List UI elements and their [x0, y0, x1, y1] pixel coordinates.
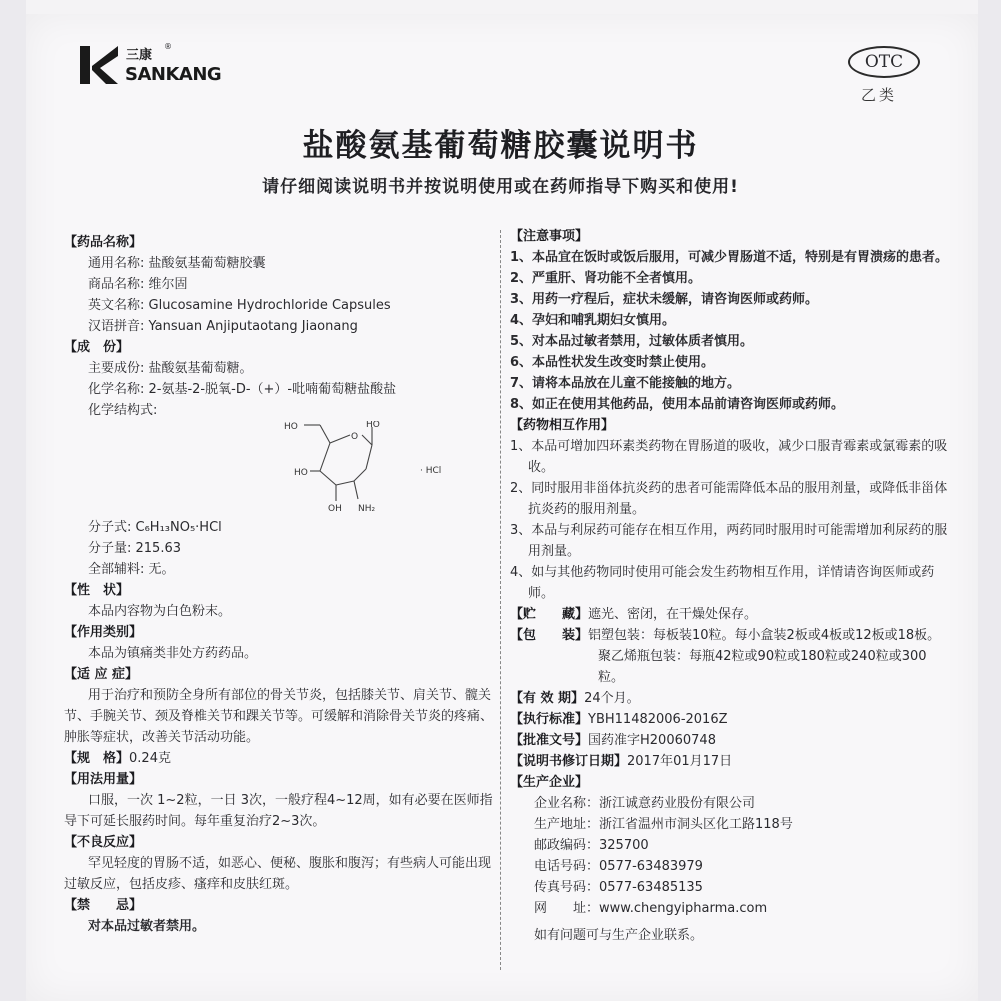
- fax-number: 传真号码：0577-63485135: [534, 880, 703, 895]
- page-subtitle: 请仔细阅读说明书并按说明使用或在药师指导下购买和使用!: [262, 177, 739, 197]
- pinyin-name: 汉语拼音: Yansuan Anjiputaotang Jiaonang: [88, 319, 358, 334]
- section-heading-specification: 【规 格】: [64, 751, 130, 766]
- precaution-item: 5、对本品过敏者禁用，过敏体质者慎用。: [510, 334, 754, 349]
- generic-name: 通用名称: 盐酸氨基葡萄糖胶囊: [88, 256, 266, 271]
- company-name: 企业名称：浙江诚意药业股份有限公司: [534, 796, 756, 811]
- logo-registered-mark: ®: [164, 42, 172, 51]
- glucosamine-structure-diagram: [254, 421, 494, 517]
- interaction-item: 1、本品可增加四环素类药物在胃肠道的吸收，减少口服青霉素或氯霉素的吸收。: [510, 439, 948, 475]
- company-address: 生产地址：浙江省温州市洞头区化工路118号: [534, 817, 793, 832]
- usage-text: 口服，一次 1~2粒，一日 3次，一般疗程4~12周，如有必要在医师指导下可延长服药时间。每年重复治疗2~3次。: [64, 793, 493, 829]
- structure-ho-right: HO: [366, 421, 380, 430]
- section-heading-package: 【包 装】: [510, 628, 589, 643]
- precaution-item: 7、请将本品放在儿童不能接触的地方。: [510, 376, 741, 391]
- otc-class-label: 乙类: [861, 86, 898, 104]
- package-bottle: 聚乙烯瓶包装：每瓶42粒或90粒或180粒或240粒或300粒。: [598, 649, 927, 685]
- column-divider: [500, 230, 501, 970]
- precaution-item: 4、孕妇和哺乳期妇女慎用。: [510, 313, 676, 328]
- validity-text: 24个月。: [584, 691, 640, 706]
- section-heading-standard: 【执行标准】: [510, 712, 589, 727]
- chemical-name: 化学名称: 2-氨基-2-脱氧-D-（+）-吡喃葡萄糖盐酸盐: [88, 382, 397, 397]
- precaution-item: 6、本品性状发生改变时禁止使用。: [510, 355, 715, 370]
- section-heading-manufacturer: 【生产企业】: [510, 775, 589, 790]
- structure-nh2: NH₂: [358, 504, 376, 514]
- section-heading-approval: 【批准文号】: [510, 733, 589, 748]
- precaution-item: 8、如正在使用其他药品，使用本品前请咨询医师或药师。: [510, 397, 845, 412]
- main-ingredient: 主要成份: 盐酸氨基葡萄糖。: [88, 361, 253, 376]
- section-heading-adverse-reactions: 【不良反应】: [64, 835, 143, 850]
- category-text: 本品为镇痛类非处方药药品。: [88, 646, 258, 661]
- interaction-item: 2、同时服用非甾体抗炎药的患者可能需降低本品的服用剂量，或降低非甾体抗炎药的服用剂量。: [510, 481, 948, 517]
- section-heading-properties: 【性 状】: [64, 583, 130, 598]
- brand-logo: [78, 42, 222, 88]
- section-heading-contraindications: 【禁 忌】: [64, 898, 143, 913]
- section-heading-drug-name: 【药品名称】: [64, 235, 143, 250]
- package-blister: 铝塑包装：每板装10粒。每小盒装2板或4板或12板或18板。: [588, 628, 941, 643]
- molecular-weight: 分子量: 215.63: [88, 541, 181, 556]
- chemical-structure: [64, 421, 494, 517]
- sankang-logo-icon: [78, 44, 122, 86]
- website: 网 址：www.chengyipharma.com: [534, 901, 768, 916]
- interaction-item: 3、本品与利尿药可能存在相互作用，两药同时服用时可能需增加利尿药的服用剂量。: [510, 523, 948, 559]
- specification-text: 0.24克: [129, 751, 171, 766]
- excipients: 全部辅料: 无。: [88, 562, 175, 577]
- adverse-reactions-text: 罕见轻度的胃肠不适，如恶心、便秘、腹胀和腹泻；有些病人可能出现过敏反应，包括皮疹、瘙痒和皮肤红斑。: [64, 856, 492, 892]
- structure-ring-o: O: [351, 432, 359, 442]
- structure-label: 化学结构式:: [88, 403, 158, 418]
- logo-english-name: SANKANG: [125, 64, 222, 85]
- left-column: [64, 232, 494, 937]
- section-heading-category: 【作用类别】: [64, 625, 143, 640]
- trade-name: 商品名称: 维尔固: [88, 277, 188, 292]
- structure-oh: OH: [328, 504, 342, 514]
- otc-badge: OTC: [848, 46, 920, 78]
- section-heading-storage: 【贮 藏】: [510, 607, 589, 622]
- postal-code: 邮政编码：325700: [534, 838, 649, 853]
- interaction-item: 4、如与其他药物同时使用可能会发生药物相互作用，详情请咨询医师或药师。: [510, 565, 935, 601]
- indications-text: 用于治疗和预防全身所有部位的骨关节炎，包括膝关节、肩关节、髋关节、手腕关节、颈及脊椎关节和踝关节等。可缓解和消除骨关节炎的疼痛、肿胀等症状，改善关节活动功能。: [64, 688, 494, 745]
- standard-text: YBH11482006-2016Z: [588, 712, 728, 727]
- logo-chinese-name: 三康: [126, 48, 153, 63]
- contraindications-text: 对本品过敏者禁用。: [88, 919, 206, 934]
- section-heading-usage: 【用法用量】: [64, 772, 143, 787]
- storage-text: 遮光、密闭，在干燥处保存。: [588, 607, 758, 622]
- revision-date: 2017年01月17日: [627, 754, 733, 769]
- precaution-item: 2、严重肝、肾功能不全者慎用。: [510, 271, 702, 286]
- right-column: [510, 226, 950, 946]
- section-heading-revision-date: 【说明书修订日期】: [510, 754, 628, 769]
- molecular-formula: 分子式: C₆H₁₃NO₅·HCl: [88, 520, 222, 535]
- section-heading-indications: 【适 应 症】: [64, 667, 139, 682]
- structure-hcl: · HCl: [420, 466, 442, 476]
- precaution-item: 3、用药一疗程后，症状未缓解，请咨询医师或药师。: [510, 292, 819, 307]
- phone-number: 电话号码：0577-63483979: [534, 859, 703, 874]
- section-heading-validity: 【有 效 期】: [510, 691, 585, 706]
- section-heading-interactions: 【药物相互作用】: [510, 418, 615, 433]
- approval-number: 国药准字H20060748: [588, 733, 716, 748]
- structure-ho-top: HO: [284, 422, 298, 432]
- properties-text: 本品内容物为白色粉末。: [88, 604, 232, 619]
- section-heading-precautions: 【注意事项】: [510, 229, 589, 244]
- english-name: 英文名称: Glucosamine Hydrochloride Capsules: [88, 298, 391, 313]
- contact-note: 如有问题可与生产企业联系。: [534, 928, 704, 943]
- structure-ho-left: HO: [294, 468, 308, 478]
- section-heading-composition: 【成 份】: [64, 340, 130, 355]
- page-title: 盐酸氨基葡萄糖胶囊说明书: [302, 128, 699, 164]
- precaution-item: 1、本品宜在饭时或饭后服用，可减少胃肠道不适，特别是有胃溃疡的患者。: [510, 250, 949, 265]
